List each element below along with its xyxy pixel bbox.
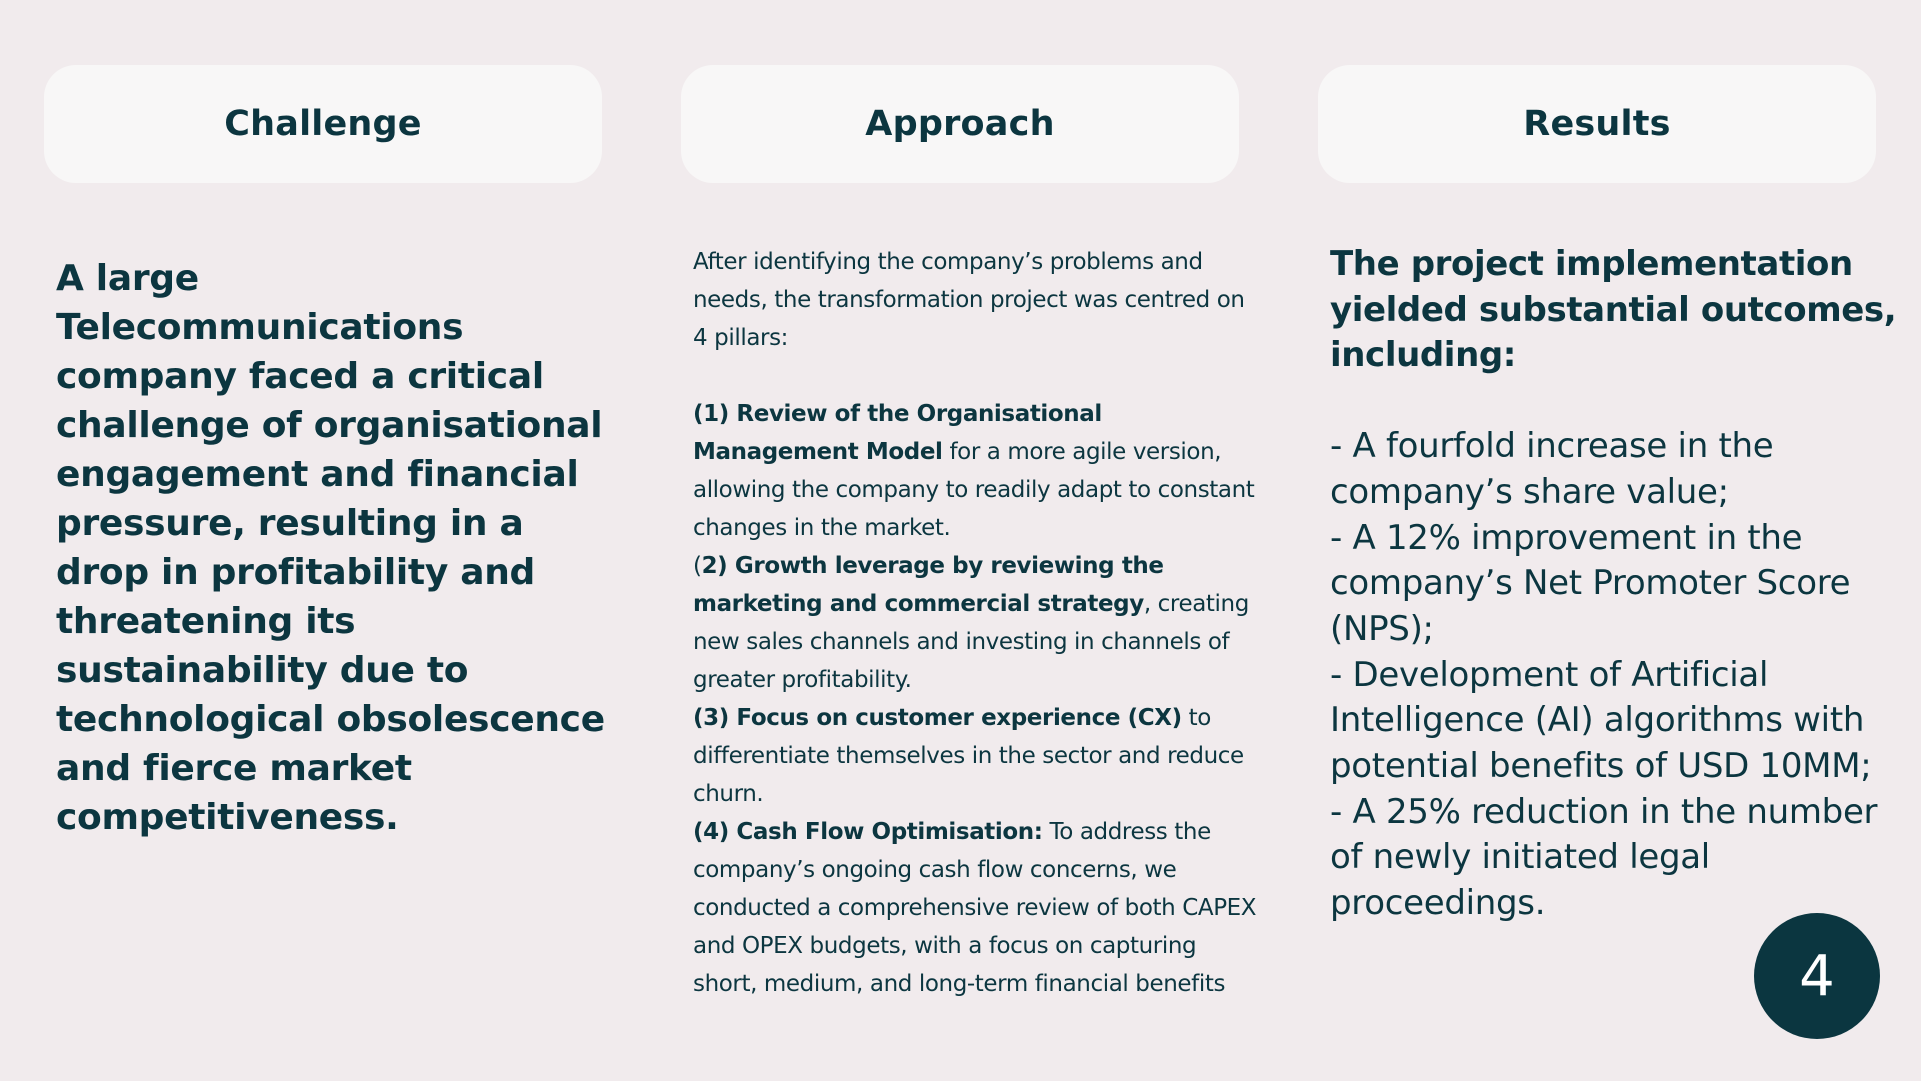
results-body [1330, 242, 1910, 927]
challenge-header-card [44, 65, 602, 183]
results-item: - Development of Artificial Intelligence (AI) algorithms with potential benefits of USD 10MM; [1330, 654, 1872, 787]
approach-body [693, 243, 1263, 1003]
results-list [1330, 424, 1910, 927]
approach-pillar-4: (4) Cash Flow Optimisation: To address the company’s ongoing cash flow concerns, we conducted a comprehensive review of both CAPEX and OPEX budgets, with a focus on capturing short, medium, and long-term financial benefits [693, 819, 1257, 997]
approach-pillar-2: (2) Growth leverage by reviewing the marketing and commercial strategy, creating new sales channels and investing in channels of greater profitability. [693, 553, 1249, 693]
results-title: Results [1523, 104, 1671, 144]
results-item: - A fourfold increase in the company’s share value; [1330, 426, 1774, 512]
page-number-badge: 4 [1754, 913, 1880, 1039]
approach-pillar-3: (3) Focus on customer experience (CX) to differentiate themselves in the sector and reduce churn. [693, 705, 1244, 807]
approach-header-card [681, 65, 1239, 183]
approach-title: Approach [865, 104, 1055, 144]
approach-intro: After identifying the company’s problems and needs, the transformation project was centred on 4 pillars: [693, 249, 1245, 351]
challenge-title: Challenge [224, 104, 422, 144]
challenge-body: A large Telecommunications company faced a critical challenge of organisational engagement and financial pressure, resulting in a drop in profitability and threatening its sustainability due to technological obsolescence and fierce market competitiveness. [56, 258, 605, 838]
approach-pillar-1: (1) Review of the Organisational Management Model for a more agile version, allowing the company to readily adapt to constant changes in the market. [693, 401, 1255, 541]
results-header-card [1318, 65, 1876, 183]
results-item: - A 25% reduction in the number of newly initiated legal proceedings. [1330, 791, 1878, 924]
results-intro: The project implementation yielded substantial outcomes, including: [1330, 244, 1897, 376]
results-item: - A 12% improvement in the company’s Net Promoter Score (NPS); [1330, 517, 1851, 649]
